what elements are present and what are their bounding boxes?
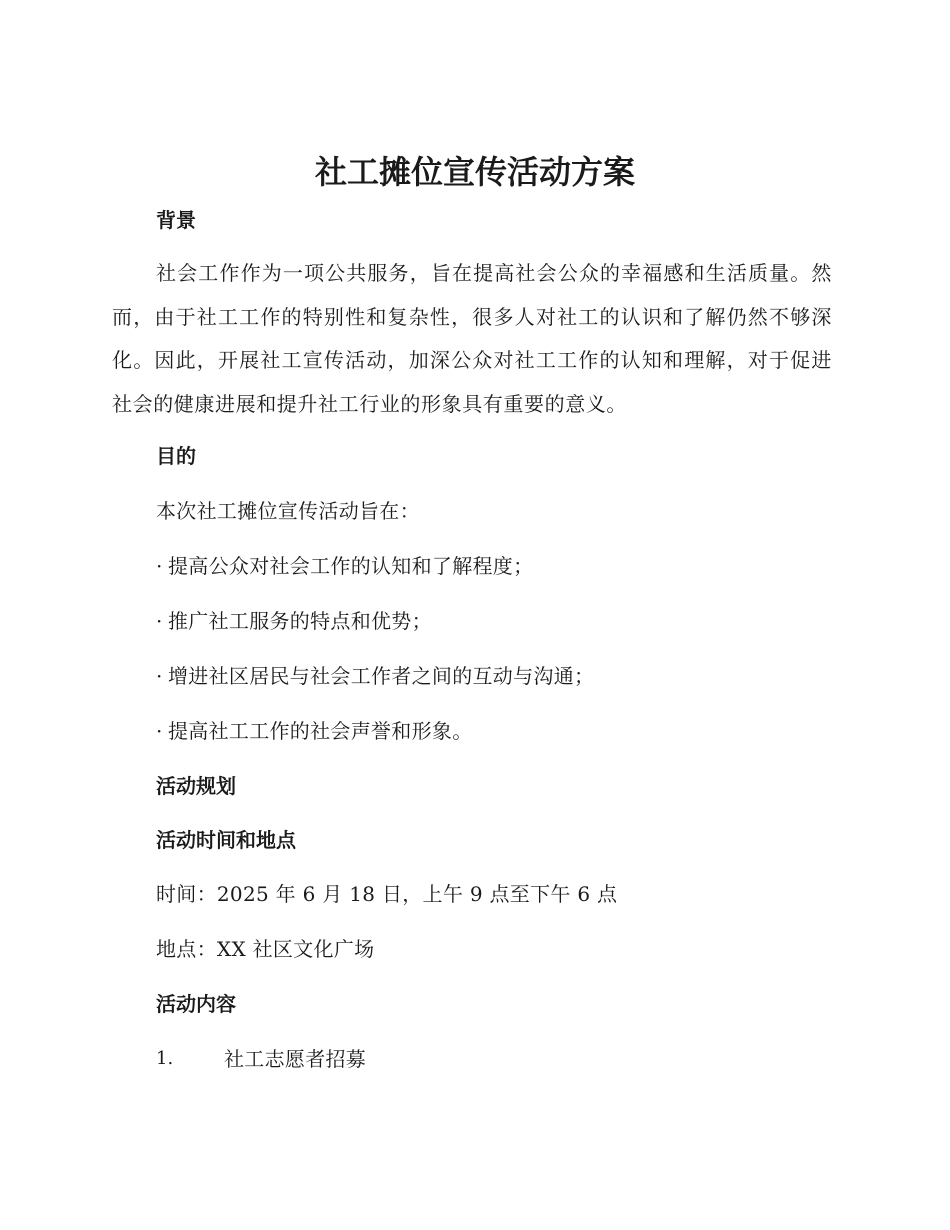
subheading-time-place: 活动时间和地点	[156, 828, 296, 852]
purpose-item-text: 增进社区居民与社会工作者之间的互动与沟通；	[168, 664, 595, 688]
section-heading-background: 背景	[156, 208, 196, 232]
document-title: 社工摊位宣传活动方案	[314, 153, 635, 191]
purpose-item-text: 提高社工工作的社会声誉和形象。	[168, 719, 473, 743]
purpose-list-item	[156, 607, 432, 635]
purpose-list-item	[156, 552, 533, 580]
event-place: 地点：XX 社区文化广场	[156, 937, 375, 961]
bullet-icon: ·	[156, 554, 163, 578]
content-item-text: 社工志愿者招募	[224, 1047, 367, 1071]
purpose-intro: 本次社工摊位宣传活动旨在：	[156, 499, 420, 523]
purpose-list-item	[156, 662, 594, 690]
purpose-list-item	[156, 717, 473, 745]
background-paragraph: 社会工作作为一项公共服务，旨在提高社会公众的幸福感和生活质量。然而，由于社工工作的特别性和复杂性，很多人对社工的认识和了解仍然不够深化。因此，开展社工宣传活动，加深公众对社工工作的认知和理解，对于促进社会的健康进展和提升社工行业的形象具有重要的意义。	[112, 261, 832, 416]
bullet-icon: ·	[156, 664, 163, 688]
purpose-item-text: 推广社工服务的特点和优势；	[168, 609, 432, 633]
section-heading-plan: 活动规划	[156, 774, 236, 798]
bullet-icon: ·	[156, 719, 163, 743]
subheading-content: 活动内容	[156, 992, 236, 1016]
event-time: 时间：2025 年 6 月 18 日，上午 9 点至下午 6 点	[156, 882, 618, 906]
section-heading-purpose: 目的	[156, 444, 196, 468]
purpose-item-text: 提高公众对社会工作的认知和了解程度；	[168, 554, 534, 578]
bullet-icon: ·	[156, 609, 163, 633]
content-item-number: 1.	[156, 1048, 174, 1069]
